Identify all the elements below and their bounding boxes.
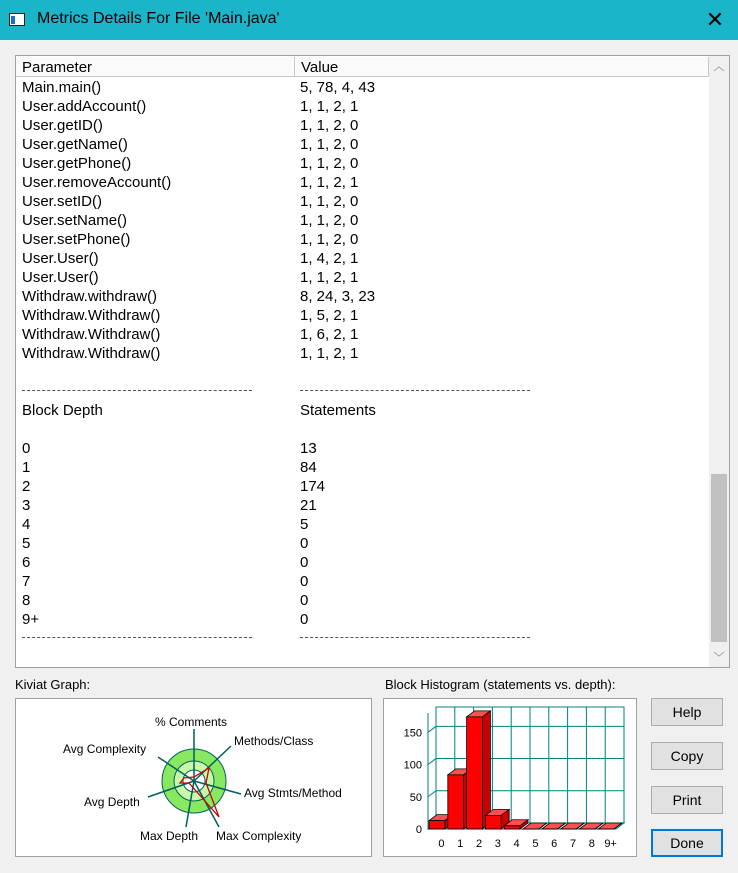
value-cell: 0 [300, 611, 309, 628]
value-cell: 13 [300, 440, 317, 457]
list-item[interactable] [16, 363, 709, 382]
list-item[interactable] [16, 78, 709, 97]
kiviat-label: Kiviat Graph: [15, 677, 91, 692]
value-cell: 1, 1, 2, 0 [300, 212, 359, 229]
histogram-x-tick-label: 9+ [604, 838, 617, 850]
list-rows [16, 78, 709, 648]
scroll-up-icon[interactable]: ︿ [713, 61, 725, 73]
list-item[interactable] [16, 458, 709, 477]
kiviat-axis-label: Max Depth [140, 829, 199, 843]
parameter-cell: User.getName() [22, 136, 128, 153]
separator-line [22, 637, 252, 638]
kiviat-axis-label: Avg Depth [84, 795, 140, 809]
parameter-cell: User.getPhone() [22, 155, 132, 172]
histogram-x-tick-label: 2 [475, 838, 483, 850]
histogram-bar [429, 821, 445, 829]
histogram-x-tick-label: 4 [513, 838, 520, 850]
list-item[interactable] [16, 97, 709, 116]
parameter-cell: 4 [22, 516, 31, 533]
histogram-gridline [428, 759, 436, 765]
histogram-bar [485, 815, 501, 829]
parameter-cell: User.setPhone() [22, 231, 131, 248]
value-cell: 84 [300, 459, 317, 476]
parameter-cell: Block Depth [22, 402, 103, 419]
parameter-cell: 5 [22, 535, 31, 552]
list-item[interactable] [16, 591, 709, 610]
list-item[interactable] [16, 572, 709, 591]
separator-line [22, 390, 252, 391]
parameter-cell: 2 [22, 478, 31, 495]
histogram-x-tick-label: 5 [532, 838, 539, 850]
histogram-y-tick-label: 0 [415, 824, 422, 836]
parameter-cell: Withdraw.Withdraw() [22, 326, 161, 343]
value-cell: 1, 5, 2, 1 [300, 307, 359, 324]
value-cell: 1, 1, 2, 0 [300, 231, 359, 248]
kiviat-axis-label: Methods/Class [234, 734, 314, 748]
parameter-cell: User.getID() [22, 117, 103, 134]
separator-row [16, 629, 709, 648]
parameter-cell: User.setID() [22, 193, 103, 210]
list-item[interactable] [16, 610, 709, 629]
parameter-cell: User.User() [22, 250, 99, 267]
parameter-cell: Withdraw.Withdraw() [22, 307, 161, 324]
histogram-y-tick-label: 100 [403, 759, 422, 772]
histogram-x-tick-label: 0 [438, 838, 445, 850]
value-cell: 1, 6, 2, 1 [300, 326, 359, 343]
scrollbar-thumb[interactable] [711, 474, 727, 642]
copy-button[interactable]: Copy [651, 742, 723, 770]
block-histogram [383, 698, 637, 857]
value-cell: 0 [300, 592, 309, 609]
metrics-list[interactable] [15, 55, 730, 668]
value-cell: 1, 1, 2, 1 [300, 98, 359, 115]
parameter-cell: Main.main() [22, 79, 102, 96]
list-item[interactable] [16, 306, 709, 325]
list-item[interactable] [16, 496, 709, 515]
parameter-cell: User.setName() [22, 212, 128, 229]
list-item[interactable] [16, 135, 709, 154]
list-item[interactable] [16, 477, 709, 496]
histogram-x-tick-label: 3 [494, 838, 501, 850]
histogram-x-tick-label: 7 [569, 838, 577, 850]
histogram-bar [448, 775, 464, 829]
parameter-cell: 8 [22, 592, 31, 609]
list-item[interactable] [16, 249, 709, 268]
list-item[interactable] [16, 344, 709, 363]
list-item[interactable] [16, 534, 709, 553]
list-item[interactable] [16, 401, 709, 420]
kiviat-svg [16, 699, 371, 856]
histogram-bar-side [482, 711, 490, 829]
value-cell: 1, 1, 2, 0 [300, 136, 359, 153]
list-item[interactable] [16, 325, 709, 344]
histogram-gridline [428, 791, 436, 797]
separator-row [16, 382, 709, 401]
list-item[interactable] [16, 268, 709, 287]
list-item[interactable] [16, 192, 709, 211]
list-item[interactable] [16, 230, 709, 249]
list-item[interactable] [16, 154, 709, 173]
histogram-gridline [428, 726, 436, 732]
help-button[interactable]: Help [651, 698, 723, 726]
parameter-cell: 1 [22, 459, 31, 476]
histogram-svg [384, 699, 636, 856]
value-cell: Statements [300, 402, 376, 419]
window-title: Metrics Details For File 'Main.java' [37, 10, 280, 27]
list-header [16, 56, 709, 78]
list-item[interactable] [16, 420, 709, 439]
histogram-y-tick-label: 50 [409, 791, 422, 804]
kiviat-axis-label: Avg Stmts/Method [244, 786, 342, 800]
histogram-x-tick-label: 1 [457, 838, 464, 850]
parameter-cell: User.addAccount() [22, 98, 147, 115]
parameter-cell: Withdraw.withdraw() [22, 288, 158, 305]
histogram-bar [504, 826, 520, 829]
list-item[interactable] [16, 173, 709, 192]
parameter-cell: 6 [22, 554, 31, 571]
kiviat-graph [15, 698, 372, 857]
done-button[interactable]: Done [651, 829, 723, 857]
value-cell: 1, 1, 2, 1 [300, 269, 359, 286]
value-cell: 5, 78, 4, 43 [300, 79, 376, 96]
histogram-label: Block Histogram (statements vs. depth): [385, 677, 616, 692]
window-icon [9, 13, 25, 26]
scroll-down-icon[interactable]: ﹀ [713, 652, 725, 664]
value-cell: 5 [300, 516, 309, 533]
list-item[interactable] [16, 515, 709, 534]
histogram-bar [467, 717, 483, 829]
value-cell: 8, 24, 3, 23 [300, 288, 376, 305]
parameter-cell: 9+ [22, 611, 40, 628]
list-item[interactable] [16, 553, 709, 572]
kiviat-axis-label: % Comments [155, 715, 228, 729]
list-item[interactable] [16, 439, 709, 458]
histogram-x-tick-label: 6 [551, 838, 558, 850]
column-header-parameter[interactable]: Parameter [16, 57, 295, 77]
column-header-value[interactable]: Value [295, 57, 709, 77]
parameter-cell: Withdraw.Withdraw() [22, 345, 161, 362]
list-item[interactable] [16, 116, 709, 135]
separator-line [300, 390, 530, 391]
value-cell: 1, 1, 2, 0 [300, 155, 359, 172]
kiviat-axis-label: Max Complexity [216, 829, 302, 843]
list-item[interactable] [16, 287, 709, 306]
print-button[interactable]: Print [651, 786, 723, 814]
value-cell: 0 [300, 535, 309, 552]
value-cell: 174 [300, 478, 326, 495]
vertical-scrollbar[interactable] [709, 56, 729, 667]
value-cell: 1, 1, 2, 0 [300, 193, 359, 210]
value-cell: 0 [300, 554, 309, 571]
histogram-x-tick-label: 8 [588, 838, 595, 850]
value-cell: 1, 4, 2, 1 [300, 250, 359, 267]
list-item[interactable] [16, 211, 709, 230]
value-cell: 21 [300, 497, 317, 514]
parameter-cell: 3 [22, 497, 31, 514]
parameter-cell: User.User() [22, 269, 99, 286]
kiviat-axis-label: Avg Complexity [63, 742, 147, 756]
close-icon[interactable]: ✕ [705, 7, 725, 32]
parameter-cell: 7 [22, 573, 31, 590]
histogram-y-tick-label: 150 [403, 727, 422, 740]
value-cell: 0 [300, 573, 309, 590]
value-cell: 1, 1, 2, 0 [300, 117, 359, 134]
parameter-cell: 0 [22, 440, 31, 457]
separator-line [300, 637, 530, 638]
parameter-cell: User.removeAccount() [22, 174, 172, 191]
value-cell: 1, 1, 2, 1 [300, 174, 359, 191]
value-cell: 1, 1, 2, 1 [300, 345, 359, 362]
title-bar [0, 0, 738, 40]
